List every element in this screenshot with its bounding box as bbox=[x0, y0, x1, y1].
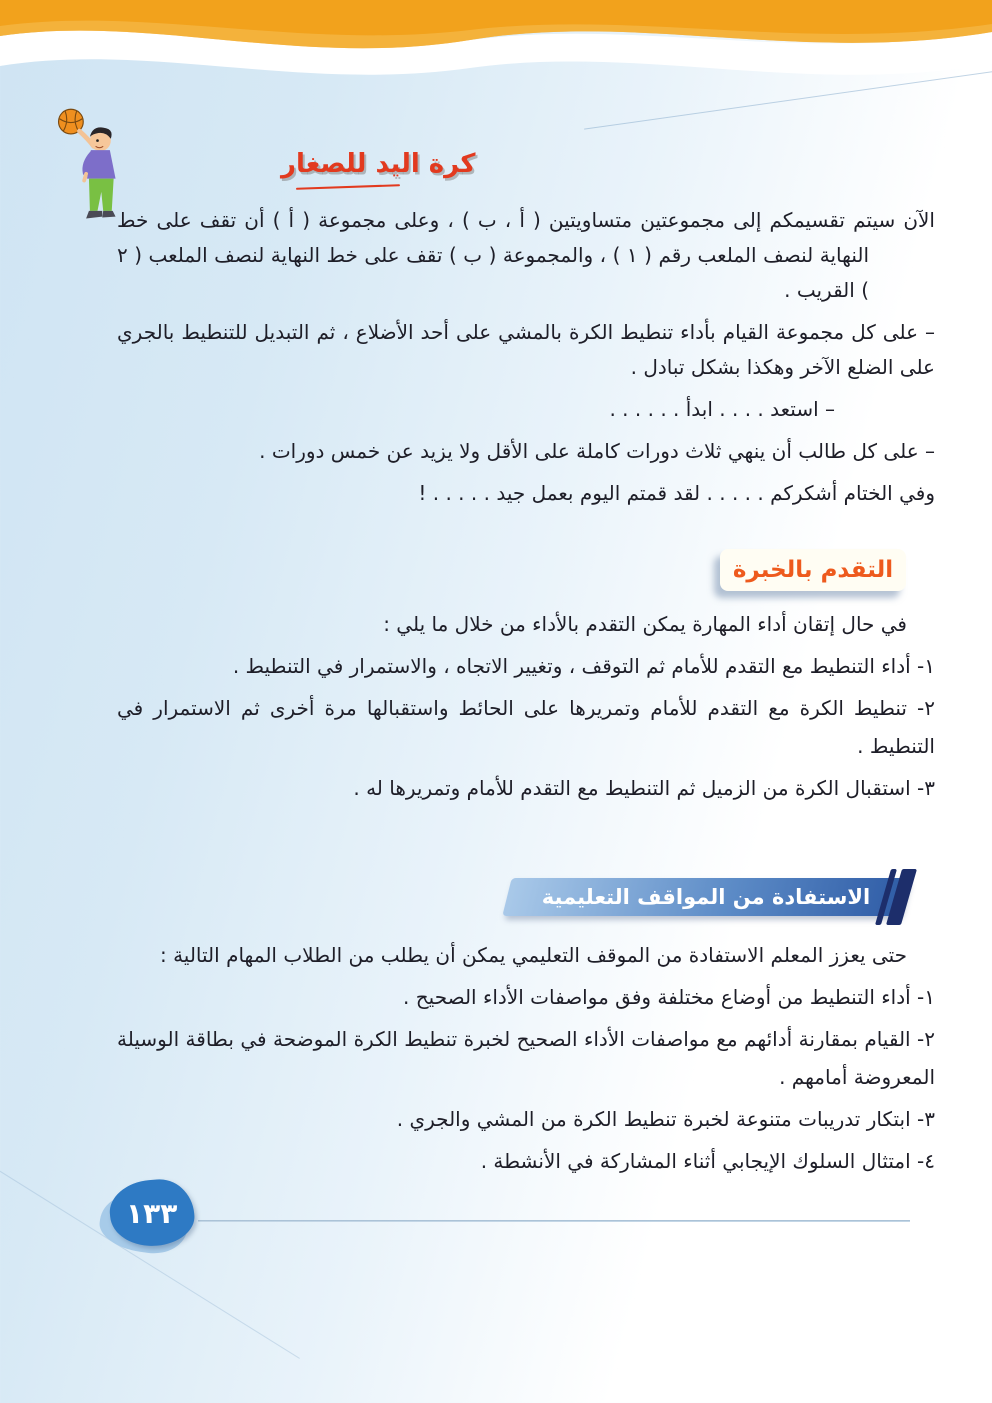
progress-item: ٢- تنطيط الكرة مع التقدم للأمام وتمريرها على الحائط واستقبالها مرة أخرى ثم الاستمرار في التنطيط . bbox=[117, 696, 935, 758]
progress-lead: في حال إتقان أداء المهارة يمكن التقدم بالأداء من خلال ما يلي : bbox=[383, 612, 907, 636]
progress-heading-box bbox=[720, 549, 906, 591]
book-title-logo: كرة اليد للصغار bbox=[281, 149, 476, 179]
progress-section bbox=[117, 605, 935, 811]
intro-bullet: – على كل طالب أن ينهي ثلاث دورات كاملة على الأقل ولا يزيد عن خمس دورات . bbox=[259, 439, 935, 463]
page-number: ١٣٣ bbox=[126, 1196, 178, 1230]
intro-closing: وفي الختام أشكركم . . . . . لقد قمتم اليوم بعمل جيد . . . . . ! bbox=[418, 481, 935, 505]
intro-section bbox=[117, 203, 935, 518]
learning-item: ١- أداء التنطيط من أوضاع مختلفة وفق مواصفات الأداء الصحيح . bbox=[403, 985, 935, 1009]
progress-item: ٣- استقبال الكرة من الزميل ثم التنطيط مع التقدم للأمام وتمريرها له . bbox=[353, 776, 935, 800]
learning-heading-label: الاستفادة من المواقف التعليمية bbox=[541, 885, 871, 909]
learning-heading-banner bbox=[507, 878, 905, 916]
top-wave-decoration bbox=[0, 0, 992, 110]
intro-paragraph: الآن سيتم تقسيمكم إلى مجموعتين متساويتين ( أ ، ب ) ، وعلى مجموعة ( أ ) أن تقف على خط النهاية لنصف الملعب رقم ( ١ ) ، والمجموعة ( ب ) تقف على خط النهاية لنصف الملعب ( ٢ ) القريب . bbox=[117, 208, 935, 302]
learning-lead: حتى يعزز المعلم الاستفادة من الموقف التعليمي يمكن أن يطلب من الطلاب المهام التالية : bbox=[159, 943, 907, 967]
footer-rule bbox=[198, 1220, 910, 1222]
learning-section bbox=[117, 936, 935, 1184]
intro-bullet: – على كل مجموعة القيام بأداء تنطيط الكرة بالمشي على أحد الأضلاع ، ثم التبديل للتنطيط بالجري على الضلع الآخر وهكذا بشكل تبادل . bbox=[117, 320, 935, 379]
page-number-badge bbox=[106, 1180, 206, 1260]
progress-item: ١- أداء التنطيط مع التقدم للأمام ثم التوقف ، وتغيير الاتجاه ، والاستمرار في التنطيط . bbox=[232, 654, 935, 678]
logo-underline-decoration bbox=[296, 184, 400, 190]
learning-item: ٢- القيام بمقارنة أدائهم مع مواصفات الأداء الصحيح لخبرة تنطيط الكرة الموضحة في بطاقة الوسيلة المعروضة أمامهم . bbox=[117, 1027, 935, 1089]
learning-item: ٤- امتثال السلوك الإيجابي أثناء المشاركة في الأنشطة . bbox=[480, 1149, 935, 1173]
intro-bullet: – استعد . . . . ابدأ . . . . . . bbox=[609, 397, 835, 421]
progress-heading-label: التقدم بالخبرة bbox=[732, 557, 894, 583]
learning-item: ٣- ابتكار تدريبات متنوعة لخبرة تنطيط الكرة من المشي والجري . bbox=[396, 1107, 935, 1131]
